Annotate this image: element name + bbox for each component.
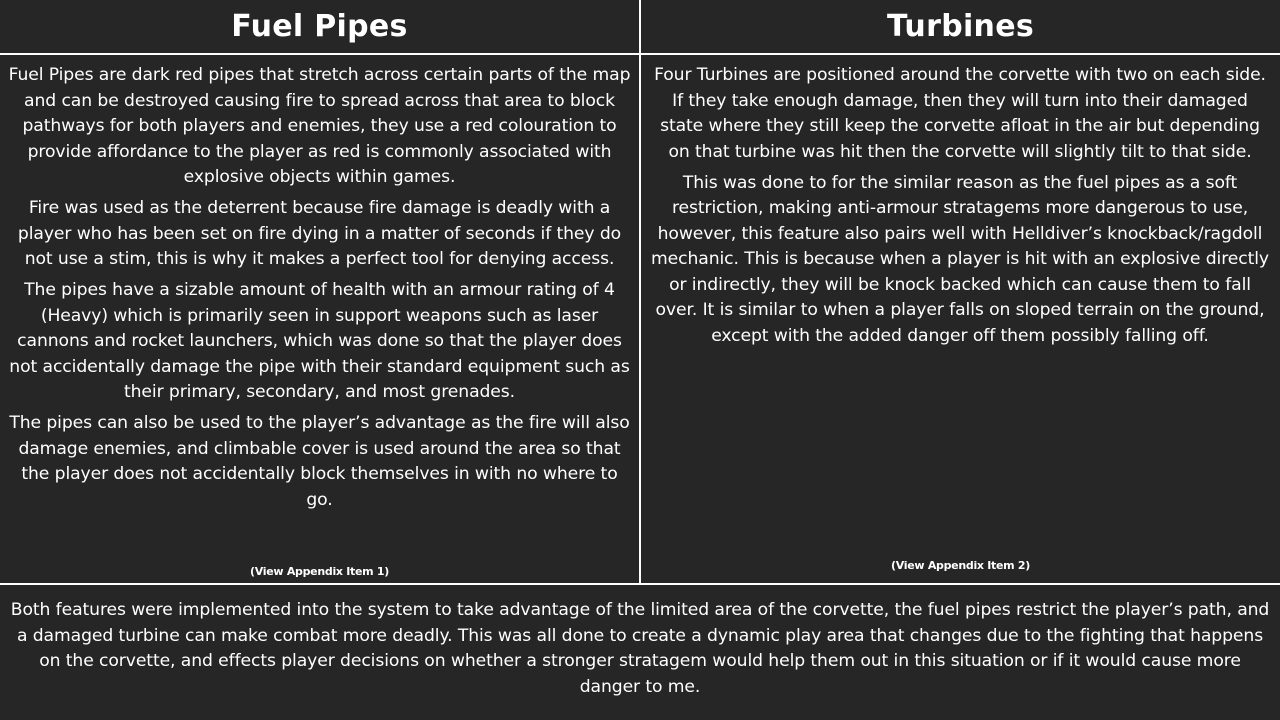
column-divider [639, 0, 641, 584]
fuel-pipes-paragraph-1: Fuel Pipes are dark red pipes that stretch across certain parts of the map and can be destroyed causing fire to spread across that area to block pathways for both players and enemies, they use a red colouration to provide affordance to the player as red is commonly associated with explosive objects within games. [8, 65, 631, 187]
summary-divider [0, 583, 1280, 585]
appendix-item-1-link[interactable]: (View Appendix Item 1) [250, 565, 389, 578]
appendix-item-2-link[interactable]: (View Appendix Item 2) [891, 559, 1030, 572]
fuel-pipes-paragraph-2: Fire was used as the deterrent because fire damage is deadly with a player who has been set on fire dying in a matter of seconds if they do not use a stim, this is why it makes a perfect tool for denying access. [17, 198, 622, 269]
turbines-body [648, 63, 1272, 355]
fuel-pipes-paragraph-3: The pipes have a sizable amount of health with an armour rating of 4 (Heavy) which is primarily seen in support weapons such as laser cannons and rocket launchers, which was done so that the player does not accidentally damage the pipe with their standard equipment such as their primary, secondary, and most grenades. [9, 280, 630, 402]
turbines-title: Turbines [886, 9, 1035, 44]
turbines-paragraph-2: This was done to for the similar reason as the fuel pipes as a soft restriction, making anti-armour stratagems more dangerous to use, however, this feature also pairs well with Helldiver’s knockback/ragdoll mechanic. This is because when a player is hit with an explosive directly or indirectly, they will be knock backed which can cause them to fall over. It is similar to when a player falls on sloped terrain on the ground, except with the added danger off them possibly falling off. [651, 172, 1269, 346]
fuel-pipes-title: Fuel Pipes [231, 9, 408, 44]
summary-paragraph: Both features were implemented into the system to take advantage of the limited area of the corvette, the fuel pipes restrict the player’s path, and a damaged turbine can make combat more deadly. This was all done to create a dynamic play area that changes due to the fighting that happens on the corvette, and effects player decisions on whether a stronger stratagem would help them out in this situation or if it would cause more danger to me. [10, 600, 1270, 697]
fuel-pipes-paragraph-4: The pipes can also be used to the player’s advantage as the fire will also damage enemies, and climbable cover is used around the area so that the player does not accidentally block themselves in with no where to go. [9, 413, 630, 510]
fuel-pipes-body [8, 63, 631, 519]
turbines-paragraph-1: Four Turbines are positioned around the corvette with two on each side. If they take enough damage, then they will turn into their damaged state where they still keep the corvette afloat in the air but depending on that turbine was hit then the corvette will slightly tilt to that side. [654, 65, 1266, 162]
